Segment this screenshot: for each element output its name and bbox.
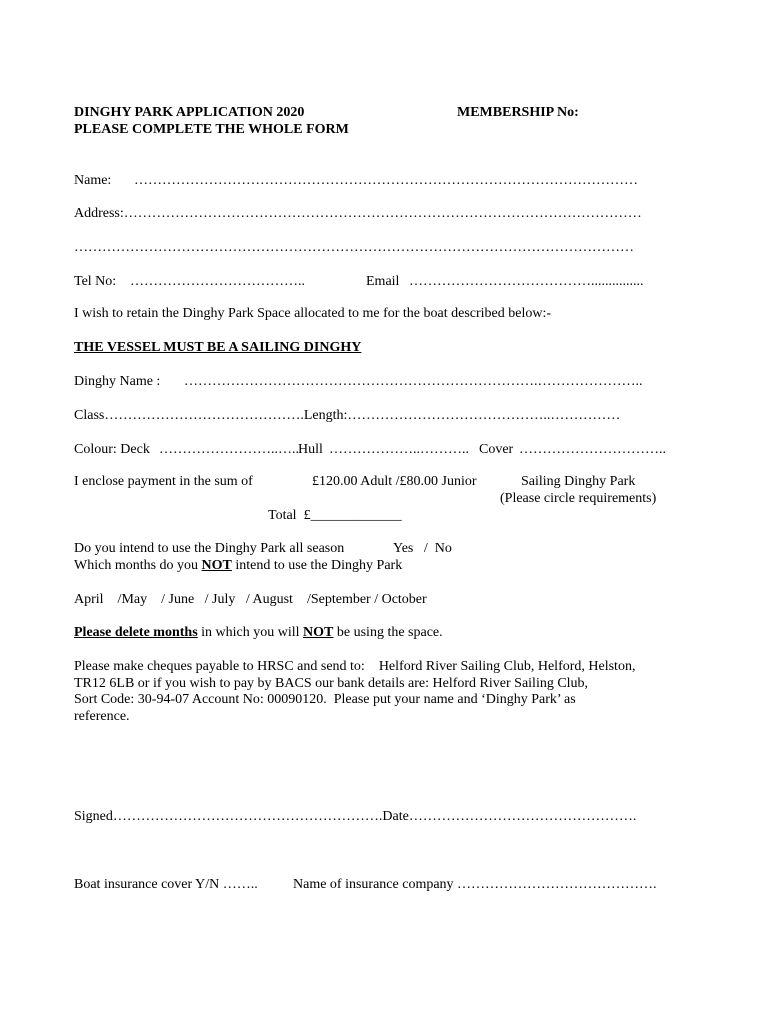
address-field-line2[interactable]: …………………………………………………………………………………………………………	[74, 240, 634, 255]
months-question-not: NOT	[201, 558, 232, 573]
vessel-notice: THE VESSEL MUST BE A SAILING DINGHY	[74, 340, 362, 355]
email-label: Email	[366, 274, 400, 289]
months-question	[74, 557, 402, 574]
address-field-line1[interactable]: Address:…………………………………………………………………………………………………	[74, 206, 642, 221]
tel-label: Tel No:	[74, 274, 117, 289]
months-list[interactable]: April /May / June / July / August /September / October	[74, 592, 427, 607]
months-question-pre: Which months do you	[74, 558, 202, 573]
dinghy-name-label: Dinghy Name :	[74, 374, 161, 389]
cheque-text-line1: Please make cheques payable to HRSC and send to: Helford River Sailing Club, Helford, Helston,	[74, 659, 636, 674]
delete-note-pre: Please delete months	[74, 625, 198, 640]
delete-note-post: be using the space.	[333, 625, 443, 640]
dinghy-name-field[interactable]: ………………………………………………………………….…………………..	[184, 374, 643, 389]
form-title: DINGHY PARK APPLICATION 2020	[74, 105, 305, 120]
season-question: Do you intend to use the Dinghy Park all season	[74, 541, 345, 556]
payment-type[interactable]: Sailing Dinghy Park	[521, 474, 636, 489]
retain-statement: I wish to retain the Dinghy Park Space allocated to me for the boat described below:-	[74, 306, 552, 321]
class-length-field[interactable]: Class…………………………………….Length:……………………………………..……………	[74, 408, 621, 423]
hull-field[interactable]: ………………..………..	[329, 442, 469, 457]
form-subtitle: PLEASE COMPLETE THE WHOLE FORM	[74, 122, 349, 137]
cover-label: Cover	[479, 442, 514, 457]
name-field[interactable]: ………………………………………………………………………………………………	[134, 173, 638, 188]
colour-deck-label: Colour: Deck	[74, 442, 150, 457]
delete-note-not: NOT	[303, 625, 334, 640]
cheque-text-line3: Sort Code: 30-94-07 Account No: 00090120. Please put your name and ‘Dinghy Park’ as	[74, 692, 576, 707]
cheque-text-line4: reference.	[74, 709, 130, 724]
signed-date-field[interactable]: Signed………………………………………………….Date………………………………………….	[74, 809, 637, 824]
colour-deck-field[interactable]: ……………………..…..	[159, 442, 299, 457]
hull-label: Hull	[298, 442, 323, 457]
membership-label: MEMBERSHIP No:	[457, 105, 579, 120]
total-field[interactable]: Total £_____________	[268, 508, 402, 523]
insurance-cover-field[interactable]: Boat insurance cover Y/N ……..	[74, 877, 258, 892]
cover-field[interactable]: …………………………..	[519, 442, 666, 457]
name-label: Name:	[74, 173, 112, 188]
season-options[interactable]: Yes / No	[393, 541, 452, 556]
payment-fees[interactable]: £120.00 Adult /£80.00 Junior	[312, 474, 477, 489]
delete-note-mid: in which you will	[197, 625, 304, 640]
delete-months-note	[74, 624, 443, 641]
months-question-post: intend to use the Dinghy Park	[231, 558, 403, 573]
payment-intro: I enclose payment in the sum of	[74, 474, 253, 489]
circle-note: (Please circle requirements)	[500, 491, 657, 506]
tel-field[interactable]: ………………………………..	[130, 274, 305, 289]
insurance-company-field[interactable]: Name of insurance company …………………………………….	[293, 877, 657, 892]
email-field[interactable]: …………………………………...............	[409, 274, 644, 289]
cheque-text-line2: TR12 6LB or if you wish to pay by BACS our bank details are: Helford River Sailing Club,	[74, 676, 589, 691]
